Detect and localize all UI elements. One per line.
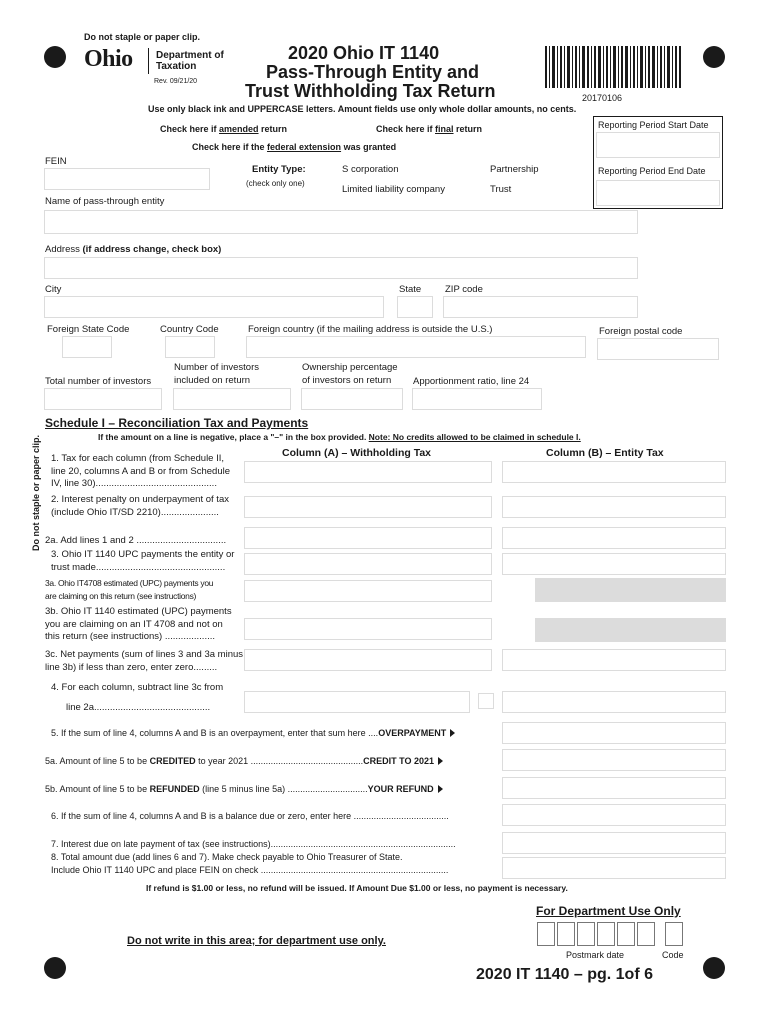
zip-label: ZIP code <box>445 284 483 295</box>
entity-option-llc[interactable]: Limited liability company <box>342 184 445 195</box>
line-2a-label: 2a. Add lines 1 and 2 .................................. <box>45 535 227 546</box>
side-staple-note: Do not staple or paper clip. <box>31 435 41 552</box>
line-3c-col-a-field[interactable] <box>244 649 492 671</box>
line-3a-col-b-shaded <box>535 578 726 602</box>
line-2-col-b-field[interactable] <box>502 496 726 518</box>
schedule-title: Schedule I – Reconciliation Tax and Payments <box>45 416 309 430</box>
investors-included-field[interactable] <box>173 388 291 410</box>
line-7-field[interactable] <box>502 832 726 854</box>
ownership-percentage-field[interactable] <box>301 388 403 410</box>
arrow-right-icon <box>438 757 443 765</box>
entity-name-field[interactable] <box>44 210 638 234</box>
foreign-country-field[interactable] <box>246 336 586 358</box>
total-investors-label: Total number of investors <box>45 376 152 387</box>
registration-mark-bottom-right <box>703 957 725 979</box>
reporting-start-date-field[interactable] <box>596 132 720 158</box>
line-4-col-a-field[interactable] <box>244 691 470 713</box>
revision-date: Rev. 09/21/20 <box>154 78 198 85</box>
line-5a-label: 5a. Amount of line 5 to be CREDITED to year 2021 .............................................CREDIT TO 2021 <box>45 756 443 766</box>
registration-mark-top-right <box>703 46 725 68</box>
line-7-label: 7. Interest due on late payment of tax (see instructions).......................................................................... <box>51 839 456 849</box>
line-1-col-a-field[interactable] <box>244 461 492 483</box>
dept-use-title: For Department Use Only <box>536 904 681 918</box>
foreign-postal-label: Foreign postal code <box>599 326 683 337</box>
column-b-header: Column (B) – Entity Tax <box>546 447 664 459</box>
reporting-start-label: Reporting Period Start Date <box>598 120 709 130</box>
entity-option-trust[interactable]: Trust <box>490 184 512 195</box>
line-3-label: 3. Ohio IT 1140 UPC payments the entity or trust made................................................. <box>51 549 235 573</box>
entity-type-label: Entity Type: <box>252 164 306 175</box>
arrow-right-icon <box>438 785 443 793</box>
total-investors-field[interactable] <box>44 388 162 410</box>
state-field[interactable] <box>397 296 433 318</box>
foreign-state-label: Foreign State Code <box>47 324 130 335</box>
line-8-field[interactable] <box>502 857 726 879</box>
form-title-line1: 2020 Ohio IT 1140 <box>288 43 440 63</box>
line-3-col-a-field[interactable] <box>244 553 492 575</box>
entity-option-s-corporation[interactable]: S corporation <box>342 164 399 175</box>
city-label: City <box>45 284 62 295</box>
entity-option-partnership[interactable]: Partnership <box>490 164 539 175</box>
dept-line2: Taxation <box>156 61 197 72</box>
address-field[interactable] <box>44 257 638 279</box>
line-5b-label: 5b. Amount of line 5 to be REFUNDED (line 5 minus line 5a) ................................YOUR REFUND <box>45 784 443 794</box>
do-not-write-note: Do not write in this area; for department use only. <box>127 935 386 947</box>
apportionment-label: Apportionment ratio, line 24 <box>413 376 530 387</box>
fein-field[interactable] <box>44 168 210 190</box>
line-3-col-b-field[interactable] <box>502 553 726 575</box>
country-code-field[interactable] <box>165 336 215 358</box>
line-2a-col-a-field[interactable] <box>244 527 492 549</box>
line-3a-label: 3a. Ohio IT4708 estimated (UPC) payments you are claiming on this return (see instructions) <box>45 578 214 601</box>
registration-mark-bottom-left <box>44 957 66 979</box>
line-3b-col-b-shaded <box>535 618 726 642</box>
staple-note: Do not staple or paper clip. <box>84 32 201 42</box>
barcode-icon <box>545 46 681 88</box>
line-5-field[interactable] <box>502 722 726 744</box>
entity-name-label: Name of pass-through entity <box>45 196 165 207</box>
zip-field[interactable] <box>443 296 638 318</box>
city-field[interactable] <box>44 296 384 318</box>
form-title-line3: Trust Withholding Tax Return <box>245 81 496 101</box>
extension-check-label[interactable]: Check here if the federal extension was granted <box>192 142 397 152</box>
line-3c-label: 3c. Net payments (sum of lines 3 and 3a minus line 3b) if less than zero, enter zero......... <box>45 649 244 673</box>
line-6-label: 6. If the sum of line 4, columns A and B is a balance due or zero, enter here ...................................... <box>51 811 449 821</box>
form-title-line2: Pass-Through Entity and <box>266 62 480 82</box>
page-number: 2020 IT 1140 – pg. 1of 6 <box>476 966 653 983</box>
line-4-col-a-negative-box[interactable] <box>478 693 494 709</box>
address-label: Address (if address change, check box) <box>45 244 222 255</box>
amended-check-label[interactable]: Check here if amended return <box>160 124 288 134</box>
ohio-logo: Ohio <box>84 46 133 72</box>
line-5a-field[interactable] <box>502 749 726 771</box>
line-3c-col-b-field[interactable] <box>502 649 726 671</box>
entity-type-note: (check only one) <box>246 179 305 188</box>
ownership-percentage-label: Ownership percentage of investors on return <box>302 362 398 386</box>
line-4-col-b-field[interactable] <box>502 691 726 713</box>
foreign-postal-field[interactable] <box>597 338 719 360</box>
line-4-label-cont: line 2a............................................ <box>66 702 211 713</box>
line-4-label: 4. For each column, subtract line 3c from <box>51 682 224 693</box>
reporting-end-date-field[interactable] <box>596 180 720 206</box>
code-label: Code <box>662 950 684 960</box>
line-3b-col-a-field[interactable] <box>244 618 492 640</box>
reporting-end-label: Reporting Period End Date <box>598 166 706 176</box>
line-2-label: 2. Interest penalty on underpayment of tax (include Ohio IT/SD 2210)...................... <box>51 494 229 518</box>
line-2-col-a-field[interactable] <box>244 496 492 518</box>
line-6-field[interactable] <box>502 804 726 826</box>
fein-label: FEIN <box>45 156 67 167</box>
ink-instructions: Use only black ink and UPPERCASE letters. Amount fields use only whole dollar amounts, no cents. <box>148 104 577 114</box>
line-3b-label: 3b. Ohio IT 1140 estimated (UPC) payments you are claiming on an IT 4708 and not on this return (see instructions) ................... <box>45 606 232 642</box>
foreign-state-field[interactable] <box>62 336 112 358</box>
line-5b-field[interactable] <box>502 777 726 799</box>
postmark-label: Postmark date <box>566 950 625 960</box>
line-1-label: 1. Tax for each column (from Schedule II, line 20, columns A and B or from Schedule IV, line 30).............................................. <box>51 453 231 489</box>
line-8-label: 8. Total amount due (add lines 6 and 7). Make check payable to Ohio Treasurer of State. Include Ohio IT 1140 UPC and place FEIN on check ........................................................................... <box>51 852 449 875</box>
foreign-country-label: Foreign country (if the mailing address is outside the U.S.) <box>248 324 493 335</box>
line-3a-col-a-field[interactable] <box>244 580 492 602</box>
dept-line1: Department of <box>156 50 224 61</box>
state-label: State <box>399 284 422 295</box>
column-a-header: Column (A) – Withholding Tax <box>282 447 432 459</box>
country-code-label: Country Code <box>160 324 219 335</box>
line-5-label: 5. If the sum of line 4, columns A and B is an overpayment, enter that sum here ....OVERPAYMENT <box>51 728 455 738</box>
refund-note: If refund is $1.00 or less, no refund will be issued. If Amount Due $1.00 or less, no payment is necessary. <box>146 883 568 893</box>
line-2a-col-b-field[interactable] <box>502 527 726 549</box>
final-check-label[interactable]: Check here if final return <box>376 124 483 134</box>
investors-included-label: Number of investors included on return <box>174 362 260 386</box>
line-1-col-b-field[interactable] <box>502 461 726 483</box>
logo-divider <box>148 48 149 74</box>
schedule-note: If the amount on a line is negative, place a "–" in the box provided. Note: No credits allowed to be claimed in schedule I. <box>98 432 581 442</box>
apportionment-field[interactable] <box>412 388 542 410</box>
registration-mark-top-left <box>44 46 66 68</box>
arrow-right-icon <box>450 729 455 737</box>
form-code: 20170106 <box>582 93 623 103</box>
